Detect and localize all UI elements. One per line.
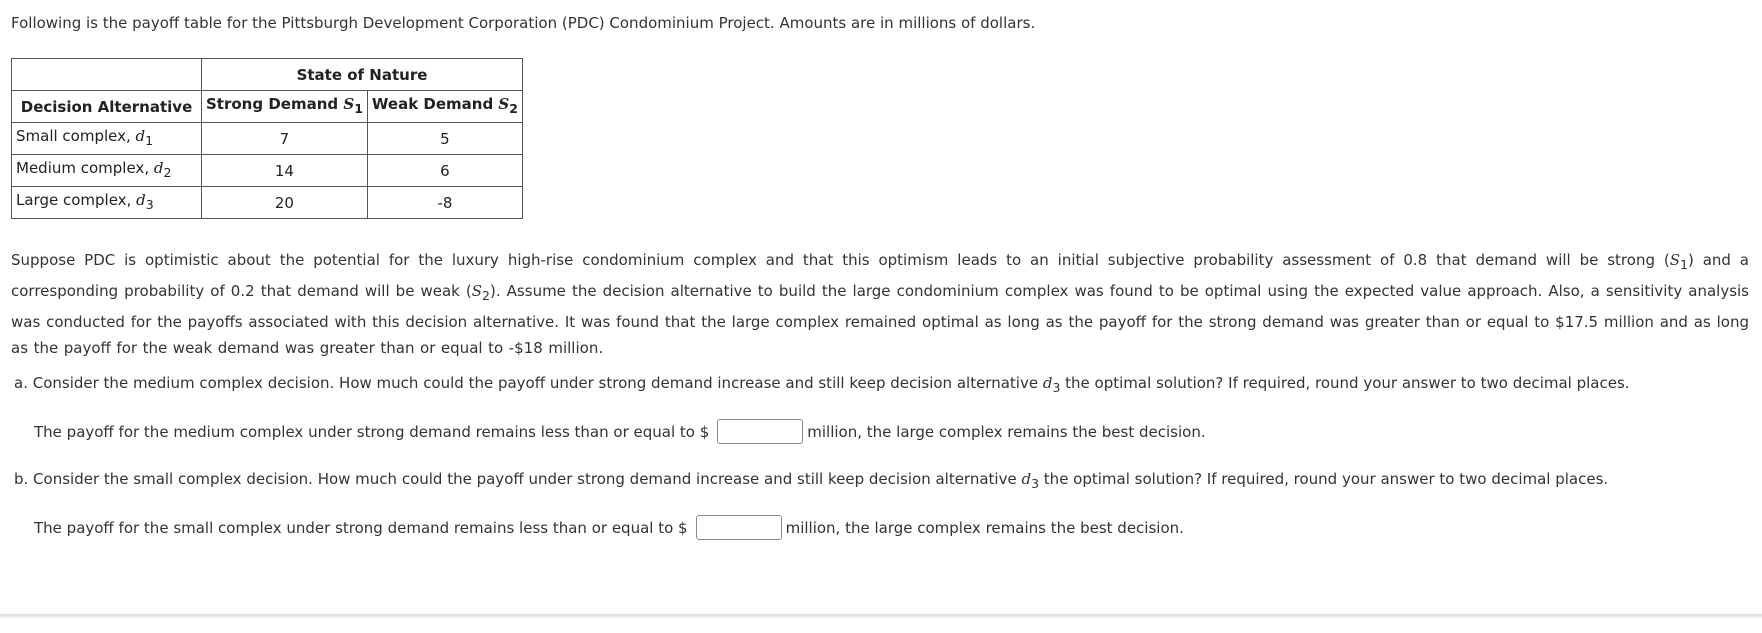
para-text-2: ) and a corresponding probability of 0.2 that demand will be weak ( xyxy=(11,251,1749,300)
row-sub: 3 xyxy=(145,197,154,212)
strong-payoff-cell: 14 xyxy=(202,155,368,187)
question-a-var: d xyxy=(1042,374,1053,392)
question-b-var: d xyxy=(1021,470,1032,488)
row-label-text: Medium complex, xyxy=(16,159,154,177)
row-sub: 1 xyxy=(145,133,154,148)
question-a xyxy=(14,373,1630,398)
row-sub: 2 xyxy=(163,165,172,180)
table-row xyxy=(12,187,523,219)
answer-a-suffix: million, the large complex remains the best decision. xyxy=(807,422,1206,441)
row-label xyxy=(12,123,202,155)
strong-demand-var: S xyxy=(343,95,355,113)
decision-alternative-header: Decision Alternative xyxy=(12,91,202,123)
scenario-paragraph xyxy=(11,247,1749,361)
table-row xyxy=(12,123,523,155)
answer-b-suffix: million, the large complex remains the best decision. xyxy=(785,518,1184,537)
row-label-text: Small complex, xyxy=(16,127,136,145)
row-var: d xyxy=(135,127,146,145)
weak-demand-header xyxy=(367,91,522,123)
para-sub-1: 1 xyxy=(1680,257,1688,272)
weak-payoff-cell: -8 xyxy=(367,187,522,219)
row-label xyxy=(12,187,202,219)
weak-demand-label: Weak Demand xyxy=(371,95,499,113)
weak-payoff-cell: 5 xyxy=(367,123,522,155)
table-group-header-row xyxy=(12,59,523,91)
para-sub-2: 2 xyxy=(482,288,490,303)
row-label xyxy=(12,155,202,187)
bottom-divider xyxy=(0,614,1762,618)
table-row xyxy=(12,155,523,187)
weak-payoff-cell: 6 xyxy=(367,155,522,187)
strong-demand-header xyxy=(202,91,368,123)
table-empty-corner xyxy=(12,59,202,91)
state-of-nature-header: State of Nature xyxy=(202,59,523,91)
weak-demand-var: S xyxy=(498,95,510,113)
question-b-text-end: the optimal solution? If required, round your answer to two decimal places. xyxy=(1039,470,1609,488)
answer-a-prefix: The payoff for the medium complex under strong demand remains less than or equal to $ xyxy=(34,422,710,441)
para-var-2: S xyxy=(471,282,483,300)
para-text-1: Suppose PDC is optimistic about the potential for the luxury high-rise condominium complex and that this optimism leads to an initial subjective probability assessment of 0.8 that demand will be strong ( xyxy=(11,251,1670,269)
answer-b-prefix: The payoff for the small complex under strong demand remains less than or equal to $ xyxy=(34,518,688,537)
table-header-row xyxy=(12,91,523,123)
question-a-sub: 3 xyxy=(1052,380,1061,395)
answer-a-input[interactable] xyxy=(717,419,803,444)
row-var: d xyxy=(153,159,164,177)
question-a-text-end: the optimal solution? If required, round your answer to two decimal places. xyxy=(1060,374,1630,392)
para-var-1: S xyxy=(1669,251,1680,269)
intro-text: Following is the payoff table for the Pittsburgh Development Corporation (PDC) Condominium Project. Amounts are in millions of dollars. xyxy=(11,14,1036,32)
para-text-3: ). Assume the decision alternative to build the large condominium complex was found to be optimal using the expected value approach. Also, a sensitivity analysis was conducted for the payoffs associated with this decision alternative. It was found that the large complex remained optimal as long as the payoff for the strong demand was greater than or equal to $17.5 million and as long as the payoff for the weak demand was greater than or equal to -$18 million. xyxy=(11,282,1749,357)
strong-demand-sub: 1 xyxy=(354,101,363,116)
weak-demand-sub: 2 xyxy=(509,101,518,116)
question-b xyxy=(14,469,1608,494)
payoff-table xyxy=(11,58,523,219)
row-label-text: Large complex, xyxy=(16,191,137,209)
answer-b-line xyxy=(34,515,1184,540)
row-var: d xyxy=(136,191,146,209)
strong-payoff-cell: 20 xyxy=(202,187,368,219)
answer-a-line xyxy=(34,419,1206,444)
question-a-text: a. Consider the medium complex decision. How much could the payoff under strong demand increase and still keep decision alternative xyxy=(14,374,1043,392)
question-b-sub: 3 xyxy=(1031,476,1040,491)
strong-demand-label: Strong Demand xyxy=(206,95,344,113)
answer-b-input[interactable] xyxy=(696,515,782,540)
strong-payoff-cell: 7 xyxy=(202,123,368,155)
question-b-text: b. Consider the small complex decision. How much could the payoff under strong demand increase and still keep decision alternative xyxy=(14,470,1022,488)
